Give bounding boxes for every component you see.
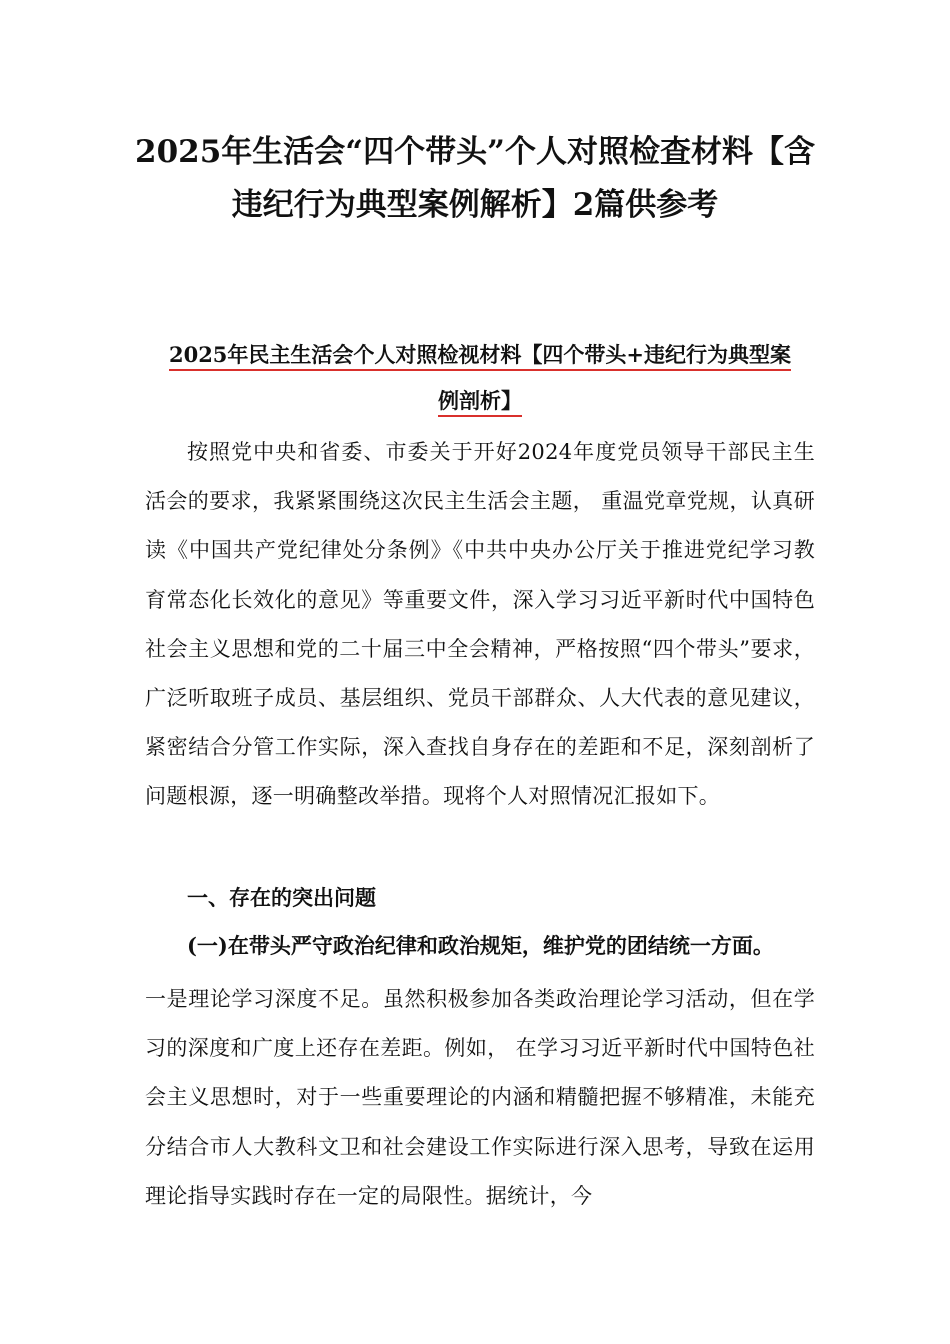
subsection-heading: (一)在带头严守政治纪律和政治规矩，维护党的团结统一方面。 — [187, 933, 774, 958]
document-title-line-2: 违纪行为典型案例解析】2篇供参考 — [231, 187, 719, 223]
section-title-line-1-text: 2025年民主生活会个人对照检视材料【四个带头+违纪行为典型案 — [169, 342, 791, 371]
document-title-line-1: 2025年生活会“四个带头”个人对照检查材料【含 — [135, 134, 815, 170]
section-title-line-2-text: 例剖析】 — [438, 388, 522, 417]
section-title-line-1 — [140, 340, 820, 370]
subsection-body-paragraph: 一是理论学习深度不足。虽然积极参加各类政治理论学习活动，但在学习的深度和广度上还存在差距。例如， 在学习习近平新时代中国特色社会主义思想时，对于一些重要理论的内涵和精髓把握不够精准，未能充分结合市人大教科文卫和社会建设工作实际进行深入思考，导致在运用理论指导实践时存在一定的局限性。据统计，今 — [145, 987, 815, 1208]
section-heading: 一、存在的突出问题 — [187, 885, 376, 910]
intro-paragraph: 按照党中央和省委、市委关于开好2024年度党员领导干部民主生活会的要求，我紧紧围绕这次民主生活会主题， 重温党章党规，认真研读《中国共产党纪律处分条例》《中共中央办公厅关于推进党纪学习教育常态化长效化的意见》等重要文件，深入学习习近平新时代中国特色社会主义思想和党的二十届三中全会精神，严格按照“四个带头”要求，广泛听取班子成员、基层组织、党员干部群众、人大代表的意见建议，紧密结合分管工作实际，深入查找自身存在的差距和不足，深刻剖析了问题根源，逐一明确整改举措。现将个人对照情况汇报如下。 — [145, 440, 815, 809]
section-title-line-2 — [140, 386, 820, 416]
